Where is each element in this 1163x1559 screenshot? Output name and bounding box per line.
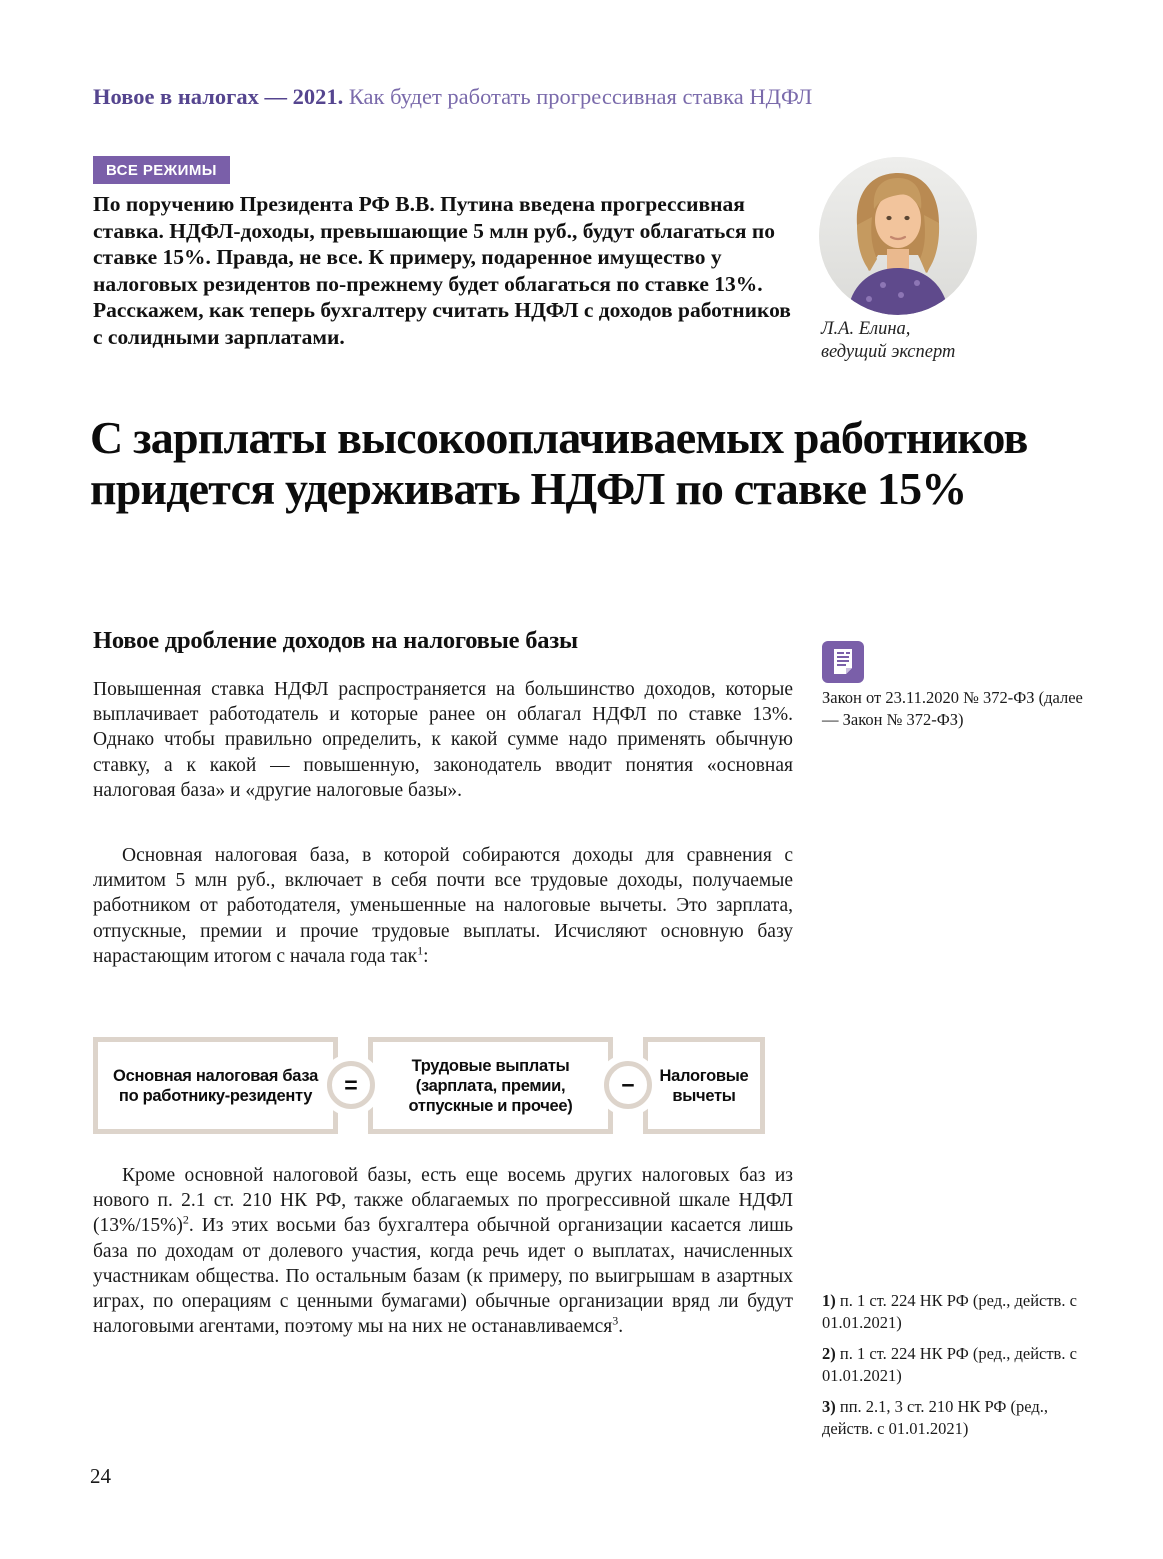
formula-box-labor-payments: Трудовые выплаты (зарплата, премии, отпускные и прочее) [368,1037,613,1134]
author-name: Л.А. Елина, [821,319,911,339]
footnote-3-text: пп. 2.1, 3 ст. 210 НК РФ (ред., действ. с 01.01.2021) [822,1397,1049,1438]
law-reference-note: Закон от 23.11.2020 № 372-ФЗ (далее — Закон № 372-ФЗ) [822,688,1083,729]
running-head-rubric: Новое в налогах — 2021. [93,84,344,109]
document-glyph [822,641,864,683]
body-paragraph-2 [93,843,793,969]
formula-box-tax-deductions: Налоговые вычеты [643,1037,765,1134]
footnote-1 [822,1290,1084,1333]
body-paragraph-3 [93,1163,793,1339]
equals-operator: = [327,1061,375,1109]
footnote-ref-2: 2 [182,1212,189,1227]
footnote-2 [822,1343,1084,1386]
formula-box-main-tax-base: Основная налоговая база по работнику-резиденту [93,1037,338,1134]
paragraph-2-text: Основная налоговая база, в которой собираются доходы для сравнения с лимитом 5 млн руб., включает в себя почти все трудовые доходы, получаемые работником от работодателя, уменьшенные на налоговые вычеты. Это зарплата, отпускные, премии и прочие трудовые выплаты. Исчисляют основную базу нарастающим итогом с начала года так [93,845,793,967]
minus-operator: − [604,1061,652,1109]
footnote-ref-1: 1 [417,943,424,958]
footnote-1-number: 1) [822,1291,836,1310]
paragraph-3-part1: Кроме основной налоговой базы, есть еще восемь других налоговых баз из нового п. 2.1 ст. 210 НК РФ, также облагаемых по прогрессивной шкале НДФЛ (13%/15%) [93,1165,793,1237]
running-head-topic: Как будет работать прогрессивная ставка НДФЛ [343,84,813,109]
paragraph-3-tail: . [618,1316,624,1338]
sidebar-footnotes [822,1290,1084,1449]
footnote-1-text: п. 1 ст. 224 НК РФ (ред., действ. с 01.01.2021) [822,1291,1077,1332]
footnote-3 [822,1396,1084,1439]
author-caption [821,318,955,364]
running-head [93,84,1073,110]
page-number: 24 [90,1464,111,1488]
regime-badge: ВСЕ РЕЖИМЫ [93,156,230,184]
footnote-3-number: 3) [822,1397,836,1416]
lead-paragraph: По поручению Президента РФ В.В. Путина введена прогрессивная ставка. НДФЛ-доходы, превышающие 5 млн руб., будут облагаться по ставке 15%. Правда, не все. К примеру, подаренное имущество у налоговых резидентов по-прежнему будет облагаться по ставке 13%. Расскажем, как теперь бухгалтеру считать НДФЛ с доходов работников с солидными зарплатами. [93,192,791,349]
article-headline: С зарплаты высокооплачиваемых работников придется удерживать НДФЛ по ставке 15% [90,412,1028,514]
body-paragraph-1: Повышенная ставка НДФЛ распространяется на большинство доходов, которые выплачивает работодатель и которые ранее он облагал НДФЛ по ставке 13%. Однако чтобы правильно определить, к какой сумме надо применять обычную ставку, а к какой — повышенную, законодатель вводит понятия «основная налоговая база» и «другие налоговые базы». [93,679,793,801]
footnote-2-number: 2) [822,1344,836,1363]
author-photo [819,157,977,315]
author-role: ведущий эксперт [821,342,956,362]
paragraph-2-tail: : [423,945,429,967]
paragraph-3-part2: . Из этих восьми баз бухгалтера обычной организации касается лишь база по доходам от долевого участия, когда речь идет о выплатах, начисленных участникам общества. По остальным базам (к примеру, по выигрышам в азартных играх, по операциям с ценными бумагами) обычные организации вряд ли будут налоговыми агентами, поэтому мы на них не останавливаемся [93,1215,793,1338]
footnote-2-text: п. 1 ст. 224 НК РФ (ред., действ. с 01.01.2021) [822,1344,1077,1385]
woman-portrait-illustration [819,157,977,315]
footnote-ref-3: 3 [612,1313,619,1328]
law-document-icon [822,641,864,683]
section-heading: Новое дробление доходов на налоговые базы [93,627,578,654]
